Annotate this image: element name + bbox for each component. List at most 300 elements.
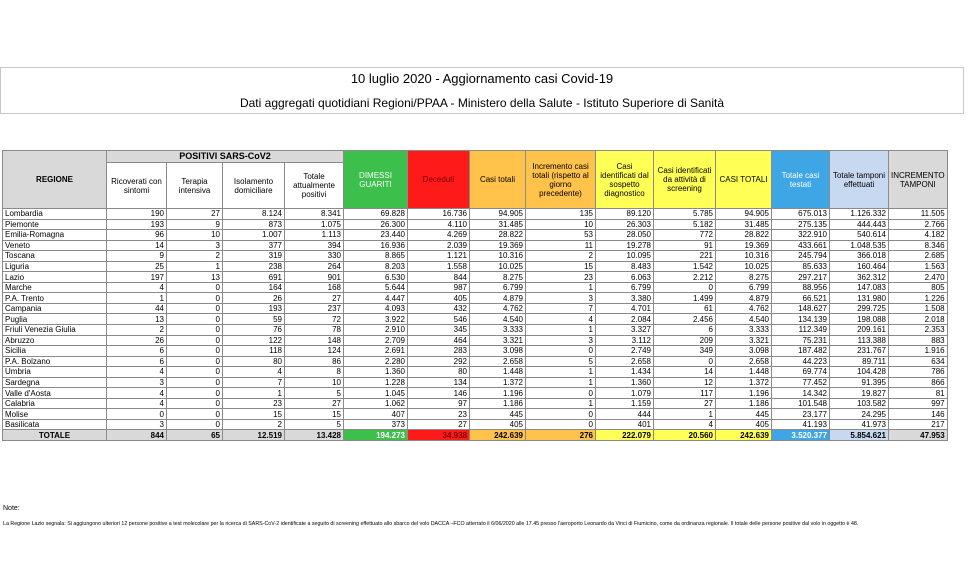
region-name: Basilicata bbox=[3, 419, 107, 430]
cell-value: 135 bbox=[526, 209, 596, 220]
cell-value: 264 bbox=[285, 261, 344, 272]
cell-value: 0 bbox=[654, 282, 716, 293]
cell-value: 242.639 bbox=[470, 430, 526, 441]
table-row bbox=[3, 230, 948, 241]
cell-value: 805 bbox=[889, 282, 948, 293]
cell-value: 5 bbox=[285, 419, 344, 430]
cell-value: 89.120 bbox=[596, 209, 654, 220]
cell-value: 1.916 bbox=[889, 346, 948, 357]
cell-value: 15 bbox=[223, 409, 285, 420]
cell-value: 2.910 bbox=[344, 325, 408, 336]
cell-value: 2.685 bbox=[889, 251, 948, 262]
cell-value: 194.273 bbox=[344, 430, 408, 441]
col-isolamento: Isolamento domiciliare bbox=[223, 163, 285, 209]
cell-value: 407 bbox=[344, 409, 408, 420]
table-row bbox=[3, 325, 948, 336]
note-text: La Regione Lazio segnala: Si aggiungono ulteriori 12 persone positive a test molecolare per la ricerca di SARS-CoV-2 identificate a seguito di screening effettuato allo sbarco del volo DACCA –FCO atterrato il 6/06/2020 alle 17.45 presso l'aeroporto Leonardo da Vinci di Fiumicino, come da ordinanza regionale. Il totale delle persone positive dal volo in oggetto è 48. bbox=[3, 521, 859, 527]
cell-value: 433.661 bbox=[772, 240, 830, 251]
cell-value: 160.464 bbox=[830, 261, 889, 272]
cell-value: 7 bbox=[526, 303, 596, 314]
cell-value: 77.452 bbox=[772, 377, 830, 388]
cell-value: 901 bbox=[285, 272, 344, 283]
cell-value: 691 bbox=[223, 272, 285, 283]
cell-value: 88.956 bbox=[772, 282, 830, 293]
cell-value: 1.448 bbox=[470, 367, 526, 378]
cell-value: 6 bbox=[107, 356, 167, 367]
cell-value: 28.822 bbox=[716, 230, 772, 241]
cell-value: 546 bbox=[408, 314, 470, 325]
cell-value: 5.644 bbox=[344, 282, 408, 293]
cell-value: 4.879 bbox=[716, 293, 772, 304]
cell-value: 27 bbox=[285, 398, 344, 409]
region-name: Calabria bbox=[3, 398, 107, 409]
cell-value: 0 bbox=[167, 419, 223, 430]
cell-value: 297.217 bbox=[772, 272, 830, 283]
region-name: P.A. Trento bbox=[3, 293, 107, 304]
cell-value: 3.327 bbox=[596, 325, 654, 336]
cell-value: 1.126.332 bbox=[830, 209, 889, 220]
cell-value: 4.762 bbox=[470, 303, 526, 314]
cell-value: 19.369 bbox=[716, 240, 772, 251]
covid-data-table bbox=[2, 150, 948, 441]
cell-value: 10.025 bbox=[716, 261, 772, 272]
cell-value: 6.063 bbox=[596, 272, 654, 283]
cell-value: 2.353 bbox=[889, 325, 948, 336]
cell-value: 117 bbox=[654, 388, 716, 399]
cell-value: 6.799 bbox=[470, 282, 526, 293]
cell-value: 16.936 bbox=[344, 240, 408, 251]
cell-value: 193 bbox=[223, 303, 285, 314]
cell-value: 866 bbox=[889, 377, 948, 388]
cell-value: 322.910 bbox=[772, 230, 830, 241]
cell-value: 193 bbox=[107, 219, 167, 230]
cell-value: 23 bbox=[223, 398, 285, 409]
cell-value: 75.231 bbox=[772, 335, 830, 346]
region-name: P.A. Bolzano bbox=[3, 356, 107, 367]
cell-value: 86 bbox=[285, 356, 344, 367]
cell-value: 0 bbox=[167, 314, 223, 325]
cell-value: 10.316 bbox=[716, 251, 772, 262]
cell-value: 7 bbox=[223, 377, 285, 388]
region-name: Veneto bbox=[3, 240, 107, 251]
cell-value: 78 bbox=[285, 325, 344, 336]
region-name: Emilia-Romagna bbox=[3, 230, 107, 241]
region-name: Liguria bbox=[3, 261, 107, 272]
col-ricoverati: Ricoverati con sintomi bbox=[107, 163, 167, 209]
region-name: Umbria bbox=[3, 367, 107, 378]
page-title: 10 luglio 2020 - Aggiornamento casi Covid-19 bbox=[350, 71, 614, 86]
col-dimessi: DIMESSI GUARITI bbox=[344, 151, 408, 209]
cell-value: 0 bbox=[167, 346, 223, 357]
cell-value: 11 bbox=[526, 240, 596, 251]
cell-value: 0 bbox=[526, 419, 596, 430]
cell-value: 80 bbox=[223, 356, 285, 367]
cell-value: 2.691 bbox=[344, 346, 408, 357]
cell-value: 1.563 bbox=[889, 261, 948, 272]
cell-value: 0 bbox=[526, 346, 596, 357]
cell-value: 28.050 bbox=[596, 230, 654, 241]
cell-value: 4 bbox=[654, 419, 716, 430]
cell-value: 1.448 bbox=[716, 367, 772, 378]
cell-value: 292 bbox=[408, 356, 470, 367]
cell-value: 2.658 bbox=[716, 356, 772, 367]
table-row bbox=[3, 367, 948, 378]
cell-value: 2 bbox=[526, 251, 596, 262]
cell-value: 47.953 bbox=[889, 430, 948, 441]
table-row bbox=[3, 272, 948, 283]
cell-value: 1.048.535 bbox=[830, 240, 889, 251]
table-row bbox=[3, 388, 948, 399]
cell-value: 0 bbox=[654, 356, 716, 367]
cell-value: 8.346 bbox=[889, 240, 948, 251]
cell-value: 1.372 bbox=[716, 377, 772, 388]
cell-value: 209 bbox=[654, 335, 716, 346]
table-row bbox=[3, 398, 948, 409]
cell-value: 1.113 bbox=[285, 230, 344, 241]
col-incremento: Incremento casi totali (rispetto al giorno precedente) bbox=[526, 151, 596, 209]
cell-value: 69.828 bbox=[344, 209, 408, 220]
cell-value: 0 bbox=[167, 335, 223, 346]
cell-value: 2.280 bbox=[344, 356, 408, 367]
col-testati: Totale casi testati bbox=[772, 151, 830, 209]
region-name: Piemonte bbox=[3, 219, 107, 230]
cell-value: 6.530 bbox=[344, 272, 408, 283]
table-row bbox=[3, 356, 948, 367]
cell-value: 31.485 bbox=[470, 219, 526, 230]
cell-value: 6.799 bbox=[716, 282, 772, 293]
cell-value: 96 bbox=[107, 230, 167, 241]
cell-value: 91 bbox=[654, 240, 716, 251]
cell-value: 146 bbox=[408, 388, 470, 399]
cell-value: 8.124 bbox=[223, 209, 285, 220]
cell-value: 401 bbox=[596, 419, 654, 430]
cell-value: 72 bbox=[285, 314, 344, 325]
cell-value: 3.520.377 bbox=[772, 430, 830, 441]
cell-value: 0 bbox=[107, 409, 167, 420]
cell-value: 1 bbox=[167, 261, 223, 272]
cell-value: 444.443 bbox=[830, 219, 889, 230]
col-totale-positivi: Totale attualmente positivi bbox=[285, 163, 344, 209]
cell-value: 190 bbox=[107, 209, 167, 220]
cell-value: 13 bbox=[107, 314, 167, 325]
cell-value: 4.879 bbox=[470, 293, 526, 304]
cell-value: 16.736 bbox=[408, 209, 470, 220]
cell-value: 1.360 bbox=[596, 377, 654, 388]
cell-value: 1 bbox=[107, 293, 167, 304]
table-row bbox=[3, 346, 948, 357]
cell-value: 12 bbox=[654, 377, 716, 388]
cell-value: 445 bbox=[470, 409, 526, 420]
cell-value: 1.508 bbox=[889, 303, 948, 314]
cell-value: 0 bbox=[167, 356, 223, 367]
cell-value: 2.456 bbox=[654, 314, 716, 325]
cell-value: 1 bbox=[223, 388, 285, 399]
table-row bbox=[3, 419, 948, 430]
cell-value: 1 bbox=[526, 282, 596, 293]
cell-value: 1.360 bbox=[344, 367, 408, 378]
cell-value: 4 bbox=[526, 314, 596, 325]
cell-value: 330 bbox=[285, 251, 344, 262]
cell-value: 540.614 bbox=[830, 230, 889, 241]
cell-value: 122 bbox=[223, 335, 285, 346]
cell-value: 4.110 bbox=[408, 219, 470, 230]
cell-value: 148 bbox=[285, 335, 344, 346]
cell-value: 2.212 bbox=[654, 272, 716, 283]
cell-value: 3.321 bbox=[470, 335, 526, 346]
cell-value: 675.013 bbox=[772, 209, 830, 220]
cell-value: 1 bbox=[654, 409, 716, 420]
cell-value: 8 bbox=[285, 367, 344, 378]
cell-value: 112.349 bbox=[772, 325, 830, 336]
cell-value: 66.521 bbox=[772, 293, 830, 304]
cell-value: 2.709 bbox=[344, 335, 408, 346]
cell-value: 4 bbox=[107, 398, 167, 409]
cell-value: 464 bbox=[408, 335, 470, 346]
region-name: Toscana bbox=[3, 251, 107, 262]
total-row bbox=[3, 430, 948, 441]
table-row bbox=[3, 240, 948, 251]
cell-value: 238 bbox=[223, 261, 285, 272]
cell-value: 2 bbox=[167, 251, 223, 262]
table-row bbox=[3, 335, 948, 346]
cell-value: 12.519 bbox=[223, 430, 285, 441]
cell-value: 5 bbox=[285, 388, 344, 399]
cell-value: 0 bbox=[526, 409, 596, 420]
cell-value: 6 bbox=[654, 325, 716, 336]
cell-value: 3 bbox=[526, 293, 596, 304]
cell-value: 1.196 bbox=[470, 388, 526, 399]
cell-value: 80 bbox=[408, 367, 470, 378]
cell-value: 432 bbox=[408, 303, 470, 314]
cell-value: 5 bbox=[526, 356, 596, 367]
cell-value: 349 bbox=[654, 346, 716, 357]
region-name: Sardegna bbox=[3, 377, 107, 388]
cell-value: 91.395 bbox=[830, 377, 889, 388]
cell-value: 134.139 bbox=[772, 314, 830, 325]
col-terapia: Terapia intensiva bbox=[167, 163, 223, 209]
cell-value: 14 bbox=[107, 240, 167, 251]
cell-value: 1.499 bbox=[654, 293, 716, 304]
cell-value: 164 bbox=[223, 282, 285, 293]
cell-value: 3.333 bbox=[716, 325, 772, 336]
col-tamponi: Totale tamponi effettuati bbox=[830, 151, 889, 209]
cell-value: 1.558 bbox=[408, 261, 470, 272]
cell-value: 10 bbox=[285, 377, 344, 388]
cell-value: 19.278 bbox=[596, 240, 654, 251]
cell-value: 65 bbox=[167, 430, 223, 441]
cell-value: 1.434 bbox=[596, 367, 654, 378]
cell-value: 4.182 bbox=[889, 230, 948, 241]
region-name: Marche bbox=[3, 282, 107, 293]
cell-value: 27 bbox=[167, 209, 223, 220]
cell-value: 8.341 bbox=[285, 209, 344, 220]
cell-value: 147.083 bbox=[830, 282, 889, 293]
cell-value: 0 bbox=[167, 409, 223, 420]
col-deceduti: Deceduti bbox=[408, 151, 470, 209]
cell-value: 3.922 bbox=[344, 314, 408, 325]
col-sospetto: Casi identificati dal sospetto diagnostico bbox=[596, 151, 654, 209]
cell-value: 4.762 bbox=[716, 303, 772, 314]
cell-value: 4.540 bbox=[716, 314, 772, 325]
cell-value: 53 bbox=[526, 230, 596, 241]
cell-value: 41.193 bbox=[772, 419, 830, 430]
cell-value: 1.186 bbox=[716, 398, 772, 409]
cell-value: 405 bbox=[470, 419, 526, 430]
cell-value: 26 bbox=[107, 335, 167, 346]
cell-value: 444 bbox=[596, 409, 654, 420]
cell-value: 0 bbox=[167, 325, 223, 336]
cell-value: 1.007 bbox=[223, 230, 285, 241]
cell-value: 8.275 bbox=[470, 272, 526, 283]
cell-value: 3 bbox=[107, 377, 167, 388]
cell-value: 13.428 bbox=[285, 430, 344, 441]
region-name: Lazio bbox=[3, 272, 107, 283]
cell-value: 1 bbox=[526, 398, 596, 409]
cell-value: 89.711 bbox=[830, 356, 889, 367]
cell-value: 27 bbox=[654, 398, 716, 409]
cell-value: 2.766 bbox=[889, 219, 948, 230]
cell-value: 997 bbox=[889, 398, 948, 409]
cell-value: 987 bbox=[408, 282, 470, 293]
cell-value: 69.774 bbox=[772, 367, 830, 378]
cell-value: 209.161 bbox=[830, 325, 889, 336]
cell-value: 197 bbox=[107, 272, 167, 283]
cell-value: 1.226 bbox=[889, 293, 948, 304]
cell-value: 8.275 bbox=[716, 272, 772, 283]
cell-value: 0 bbox=[167, 388, 223, 399]
cell-value: 242.639 bbox=[716, 430, 772, 441]
cell-value: 319 bbox=[223, 251, 285, 262]
cell-value: 10.095 bbox=[596, 251, 654, 262]
cell-value: 4.093 bbox=[344, 303, 408, 314]
cell-value: 1.075 bbox=[285, 219, 344, 230]
cell-value: 844 bbox=[408, 272, 470, 283]
cell-value: 1 bbox=[526, 367, 596, 378]
cell-value: 0 bbox=[167, 303, 223, 314]
cell-value: 26.303 bbox=[596, 219, 654, 230]
cell-value: 1.079 bbox=[596, 388, 654, 399]
cell-value: 9 bbox=[167, 219, 223, 230]
cell-value: 405 bbox=[408, 293, 470, 304]
cell-value: 44 bbox=[107, 303, 167, 314]
cell-value: 0 bbox=[167, 282, 223, 293]
cell-value: 97 bbox=[408, 398, 470, 409]
cell-value: 4 bbox=[107, 367, 167, 378]
cell-value: 394 bbox=[285, 240, 344, 251]
cell-value: 1 bbox=[526, 325, 596, 336]
cell-value: 85.633 bbox=[772, 261, 830, 272]
cell-value: 10 bbox=[167, 230, 223, 241]
cell-value: 377 bbox=[223, 240, 285, 251]
cell-value: 10 bbox=[526, 219, 596, 230]
cell-value: 2 bbox=[223, 419, 285, 430]
cell-value: 2.084 bbox=[596, 314, 654, 325]
cell-value: 146 bbox=[889, 409, 948, 420]
cell-value: 3.321 bbox=[716, 335, 772, 346]
cell-value: 59 bbox=[223, 314, 285, 325]
cell-value: 2.470 bbox=[889, 272, 948, 283]
cell-value: 786 bbox=[889, 367, 948, 378]
cell-value: 283 bbox=[408, 346, 470, 357]
cell-value: 134 bbox=[408, 377, 470, 388]
cell-value: 4 bbox=[223, 367, 285, 378]
table-row bbox=[3, 293, 948, 304]
cell-value: 1.196 bbox=[716, 388, 772, 399]
cell-value: 44.223 bbox=[772, 356, 830, 367]
cell-value: 362.312 bbox=[830, 272, 889, 283]
region-name: Molise bbox=[3, 409, 107, 420]
cell-value: 275.135 bbox=[772, 219, 830, 230]
cell-value: 2.749 bbox=[596, 346, 654, 357]
cell-value: 4 bbox=[107, 282, 167, 293]
table-row bbox=[3, 261, 948, 272]
region-name: Valle d'Aosta bbox=[3, 388, 107, 399]
cell-value: 27 bbox=[285, 293, 344, 304]
cell-value: 405 bbox=[716, 419, 772, 430]
cell-value: 23.440 bbox=[344, 230, 408, 241]
cell-value: 0 bbox=[526, 388, 596, 399]
cell-value: 5.182 bbox=[654, 219, 716, 230]
cell-value: 2.658 bbox=[596, 356, 654, 367]
cell-value: 231.767 bbox=[830, 346, 889, 357]
group-positivi: POSITIVI SARS-CoV2 bbox=[107, 151, 344, 163]
cell-value: 8.203 bbox=[344, 261, 408, 272]
cell-value: 221 bbox=[654, 251, 716, 262]
cell-value: 8.865 bbox=[344, 251, 408, 262]
cell-value: 1.542 bbox=[654, 261, 716, 272]
cell-value: 222.079 bbox=[596, 430, 654, 441]
cell-value: 0 bbox=[167, 377, 223, 388]
col-screening: Casi identificati da attività di screening bbox=[654, 151, 716, 209]
cell-value: 19.827 bbox=[830, 388, 889, 399]
cell-value: 445 bbox=[716, 409, 772, 420]
cell-value: 10.316 bbox=[470, 251, 526, 262]
cell-value: 103.582 bbox=[830, 398, 889, 409]
cell-value: 4.540 bbox=[470, 314, 526, 325]
cell-value: 1.186 bbox=[470, 398, 526, 409]
col-incremento-tamponi: INCREMENTO TAMPONI bbox=[889, 151, 948, 209]
cell-value: 873 bbox=[223, 219, 285, 230]
cell-value: 28.822 bbox=[470, 230, 526, 241]
region-name: Campania bbox=[3, 303, 107, 314]
cell-value: 23 bbox=[526, 272, 596, 283]
cell-value: 124 bbox=[285, 346, 344, 357]
cell-value: 26.300 bbox=[344, 219, 408, 230]
cell-value: 883 bbox=[889, 335, 948, 346]
region-name: Lombardia bbox=[3, 209, 107, 220]
cell-value: 104.428 bbox=[830, 367, 889, 378]
cell-value: 2 bbox=[107, 325, 167, 336]
cell-value: 23.177 bbox=[772, 409, 830, 420]
cell-value: 0 bbox=[167, 367, 223, 378]
cell-value: 4.269 bbox=[408, 230, 470, 241]
cell-value: 1.372 bbox=[470, 377, 526, 388]
table-row bbox=[3, 409, 948, 420]
cell-value: 24.295 bbox=[830, 409, 889, 420]
cell-value: 3.333 bbox=[470, 325, 526, 336]
cell-value: 94.905 bbox=[716, 209, 772, 220]
region-name: Abruzzo bbox=[3, 335, 107, 346]
cell-value: 113.388 bbox=[830, 335, 889, 346]
col-regione: REGIONE bbox=[3, 151, 107, 209]
cell-value: 3.112 bbox=[596, 335, 654, 346]
cell-value: 15 bbox=[285, 409, 344, 420]
cell-value: 15 bbox=[526, 261, 596, 272]
cell-value: 1.062 bbox=[344, 398, 408, 409]
table-row bbox=[3, 282, 948, 293]
col-casi-totali-2: CASI TOTALI bbox=[716, 151, 772, 209]
total-label: TOTALE bbox=[3, 430, 107, 441]
